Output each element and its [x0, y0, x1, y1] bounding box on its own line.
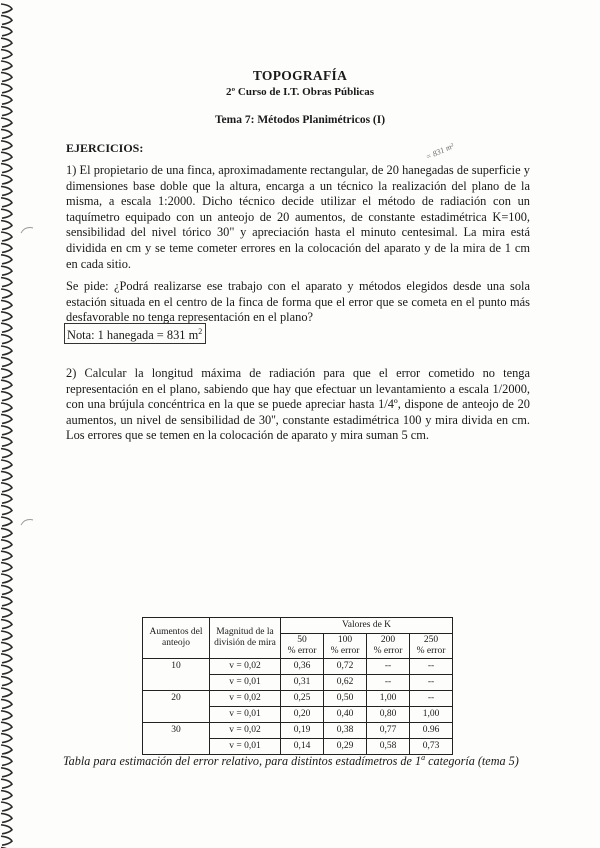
aumentos-cell: 10 — [143, 659, 210, 691]
value-cell: 0,50 — [324, 691, 367, 707]
spiral-coil — [1, 278, 12, 287]
spiral-coil — [1, 460, 12, 469]
note-superscript: 2 — [198, 327, 203, 336]
spiral-coil — [1, 745, 12, 754]
value-cell: -- — [410, 675, 453, 691]
handwritten-margin-note: = 831 m² — [424, 141, 456, 162]
spiral-coil — [1, 791, 12, 800]
spiral-coil — [1, 426, 12, 435]
spiral-coil — [1, 129, 12, 138]
spiral-coil — [1, 494, 12, 503]
value-cell: 0,25 — [281, 691, 324, 707]
spiral-coil — [1, 323, 12, 332]
exercise-1-note — [64, 323, 206, 344]
value-cell: 0,36 — [281, 659, 324, 675]
pencil-mark — [20, 225, 34, 235]
note-text: Nota: 1 hanegada = 831 m — [67, 328, 199, 343]
aumentos-cell: 30 — [143, 723, 210, 755]
value-cell: 0.96 — [410, 723, 453, 739]
magnitud-cell: v = 0,02 — [210, 659, 281, 675]
spiral-coil — [1, 756, 12, 765]
spiral-coil — [1, 221, 12, 230]
spiral-coil — [1, 699, 12, 708]
value-cell: 0,80 — [367, 707, 410, 723]
value-cell: 0,58 — [367, 739, 410, 755]
spiral-coil — [1, 369, 12, 378]
spiral-coil — [1, 414, 12, 423]
spiral-coil — [1, 540, 12, 549]
spiral-coil — [1, 152, 12, 161]
table-caption: Tabla para estimación del error relativo, para distintos estadímetros de 1$^a$ categoría (tema 5) — [63, 753, 519, 769]
spiral-coil — [1, 608, 12, 617]
spiral-coil — [1, 380, 12, 389]
value-cell: -- — [410, 659, 453, 675]
header-magnitud: Magnitud de la división de mira — [210, 618, 281, 659]
spiral-coil — [1, 779, 12, 788]
spiral-coil — [1, 597, 12, 606]
magnitud-cell: v = 0,01 — [210, 707, 281, 723]
value-cell: 0,38 — [324, 723, 367, 739]
magnitud-cell: v = 0,01 — [210, 739, 281, 755]
spiral-coil — [1, 585, 12, 594]
magnitud-cell: v = 0,01 — [210, 675, 281, 691]
spiral-coil — [1, 768, 12, 777]
spiral-coil — [1, 620, 12, 629]
spiral-coil — [1, 665, 12, 674]
header-valores-k: Valores de K — [281, 618, 453, 634]
spiral-coil — [1, 27, 12, 36]
spiral-coil — [1, 50, 12, 59]
spiral-coil — [1, 551, 12, 560]
spiral-coil — [1, 186, 12, 195]
spiral-coil — [1, 642, 12, 651]
spiral-coil — [1, 335, 12, 344]
spiral-coil — [1, 437, 12, 446]
spiral-coil — [1, 289, 12, 298]
spiral-coil — [1, 836, 12, 845]
spiral-coil — [1, 209, 12, 218]
error-table — [142, 617, 453, 755]
table-row — [143, 691, 453, 707]
spiral-coil — [1, 483, 12, 492]
spiral-coil — [1, 654, 12, 663]
spiral-coil — [1, 346, 12, 355]
course-subtitle: 2º Curso de I.T. Obras Públicas — [226, 86, 374, 98]
value-cell: 1,00 — [367, 691, 410, 707]
value-cell: 0,20 — [281, 707, 324, 723]
spiral-coil — [1, 38, 12, 47]
topic-title: Tema 7: Métodos Planimétricos (I) — [214, 114, 386, 126]
value-cell: 0,40 — [324, 707, 367, 723]
value-cell: 0,14 — [281, 739, 324, 755]
value-cell: -- — [410, 691, 453, 707]
header-k-50: 50 % error — [281, 634, 324, 659]
value-cell: 0,29 — [324, 739, 367, 755]
exercise-1-question: Se pide: ¿Podrá realizarse ese trabajo con el aparato y métodos elegidos desde una sola estación situada en el centro de la finca de forma que el error que se cometa en el punto más desfavorable no tenga representación en el plano? — [66, 279, 530, 325]
exercise-1-statement: 1) El propietario de una finca, aproximadamente rectangular, de 20 hanegadas de superficie y dimensiones base doble que la altura, encarga a un técnico la realización del plano de la misma, a escala 1:2000. Dicho técnico decide utilizar el método de radiación con un taquímetro equipado con un anteojo de 20 aumentos, de constante estadimétrica K=100, sensibilidad del nivel tórico 30" y apreciación hasta el minuto centesimal. La mira está dividida en cm y se teme cometer errores en la colocación del aparato y de la mira de 1 cm en cada sitio. — [66, 163, 530, 271]
spiral-coil — [1, 688, 12, 697]
spiral-coil — [1, 312, 12, 321]
aumentos-cell: 20 — [143, 691, 210, 723]
spiral-coil — [1, 232, 12, 241]
header-k-200: 200 % error — [367, 634, 410, 659]
value-cell: 0,19 — [281, 723, 324, 739]
spiral-coil — [1, 403, 12, 412]
exercise-2-statement: 2) Calcular la longitud máxima de radiación para que el error cometido no tenga representación en el plano, sabiendo que hay que efectuar un levantamiento a escala 1/2000, con una brújula concéntrica en la que se puede apreciar hasta 1/4º, dispone de anteojo de 20 aumentos, un nivel de sensibilidad de 30'', constante estadimétrica 100 y mira divida en cm. Los errores que se temen en la colocación de aparato y mira suman 5 cm. — [66, 366, 530, 443]
value-cell: 0,77 — [367, 723, 410, 739]
spiral-coil — [1, 825, 12, 834]
spiral-coil — [1, 722, 12, 731]
table-row — [143, 659, 453, 675]
spiral-coil — [1, 677, 12, 686]
spiral-coil — [1, 175, 12, 184]
value-cell: -- — [367, 675, 410, 691]
spiral-coil — [1, 198, 12, 207]
value-cell: 0,73 — [410, 739, 453, 755]
spiral-coil — [1, 711, 12, 720]
spiral-coil — [1, 4, 12, 13]
spiral-coil — [1, 243, 12, 252]
spiral-coil — [1, 255, 12, 264]
spiral-coil — [1, 563, 12, 572]
spiral-binding — [0, 0, 16, 848]
header-aumentos: Aumentos del anteojo — [143, 618, 210, 659]
spiral-coil — [1, 574, 12, 583]
spiral-coil — [1, 141, 12, 150]
value-cell: 1,00 — [410, 707, 453, 723]
spiral-coil — [1, 392, 12, 401]
spiral-coil — [1, 528, 12, 537]
magnitud-cell: v = 0,02 — [210, 691, 281, 707]
spiral-coil — [1, 734, 12, 743]
spiral-coil — [1, 266, 12, 275]
value-cell: 0,62 — [324, 675, 367, 691]
spiral-coil — [1, 813, 12, 822]
spiral-coil — [1, 357, 12, 366]
spiral-coil — [1, 15, 12, 24]
spiral-coil — [1, 300, 12, 309]
spiral-coil — [1, 517, 12, 526]
value-cell: 0,31 — [281, 675, 324, 691]
table-row — [143, 723, 453, 739]
pencil-mark — [20, 517, 34, 527]
value-cell: -- — [367, 659, 410, 675]
spiral-coil — [1, 449, 12, 458]
section-heading: EJERCICIOS: — [66, 141, 144, 155]
header-k-250: 250 % error — [410, 634, 453, 659]
header-k-100: 100 % error — [324, 634, 367, 659]
spiral-coil — [1, 631, 12, 640]
magnitud-cell: v = 0,02 — [210, 723, 281, 739]
spiral-coil — [1, 506, 12, 515]
value-cell: 0,72 — [324, 659, 367, 675]
spiral-coil — [1, 164, 12, 173]
spiral-coil — [1, 802, 12, 811]
spiral-coil — [1, 471, 12, 480]
document-title: TOPOGRAFÍA — [252, 68, 348, 83]
